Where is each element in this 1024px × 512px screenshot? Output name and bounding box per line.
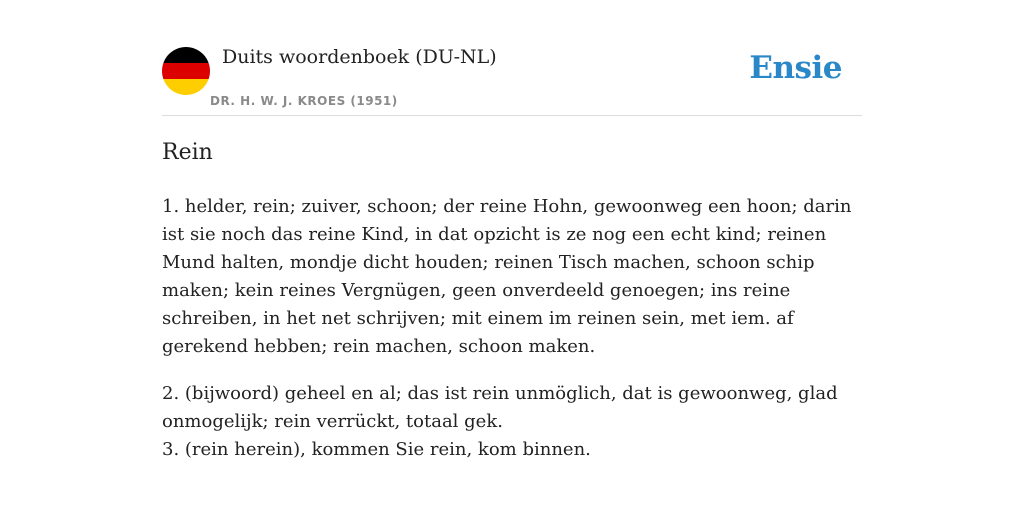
dictionary-author: DR. H. W. J. KROES (1951)	[210, 94, 398, 108]
ensie-logo[interactable]: Ensie	[749, 50, 842, 86]
dictionary-title[interactable]: Duits woordenboek (DU-NL)	[222, 46, 497, 68]
entry-headword: Rein	[162, 140, 213, 165]
sense-2: 2. (bijwoord) geheel en al; das ist rein unmöglich, dat is gewoonweg, glad onmogelijk; rein verrückt, totaal gek.	[162, 383, 838, 432]
flag-stripe-gold	[162, 79, 210, 95]
flag-stripe-black	[162, 47, 210, 63]
sense-3: 3. (rein herein), kommen Sie rein, kom binnen.	[162, 439, 591, 460]
sense-1: 1. helder, rein; zuiver, schoon; der reine Hohn, gewoonweg een hoon; darin ist sie noch das reine Kind, in dat opzicht is ze nog een echt kind; reinen Mund halten, mondje dicht houden; reinen Tisch machen, schoon schip maken; kein reines Vergnügen, geen onverdeeld genoegen; ins reine schreiben, in het net schrijven; mit einem im reinen sein, met iem. af gerekend hebben; rein machen, schoon maken.	[162, 196, 852, 357]
entry-definition	[162, 193, 862, 464]
dictionary-header	[162, 45, 862, 116]
german-flag-icon	[162, 47, 210, 95]
flag-stripe-red	[162, 63, 210, 79]
